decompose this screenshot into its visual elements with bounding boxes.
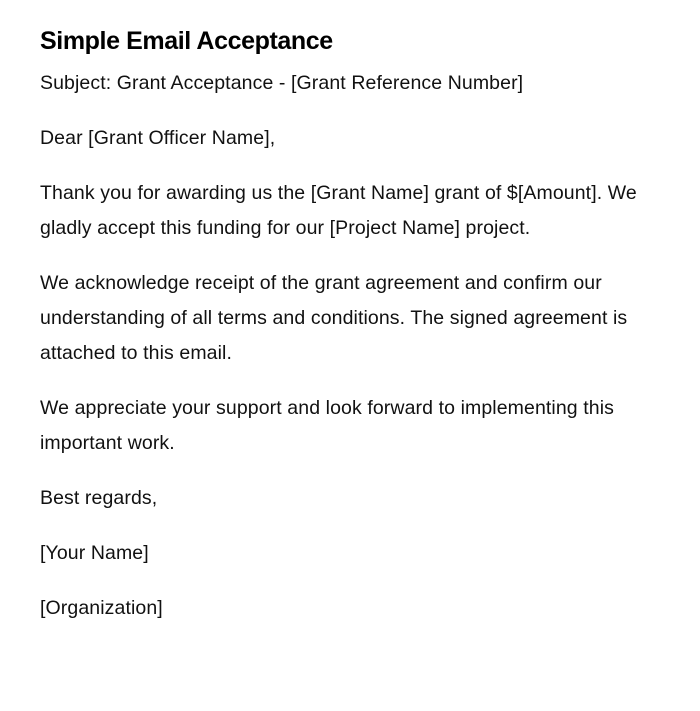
body-paragraph-acknowledgement: We acknowledge receipt of the grant agreement and confirm our understanding of all terms and conditions. The signed agreement is attached to this email. xyxy=(40,272,628,364)
body-paragraph-thanks: Thank you for awarding us the [Grant Name] grant of $[Amount]. We gladly accept this funding for our [Project Name] project. xyxy=(40,182,637,239)
subject-line: Subject: Grant Acceptance - [Grant Reference Number] xyxy=(40,72,524,94)
closing: Best regards, xyxy=(40,487,158,509)
body-paragraph-appreciation: We appreciate your support and look forward to implementing this important work. xyxy=(40,397,615,454)
signature-name: [Your Name] xyxy=(40,542,149,564)
salutation: Dear [Grant Officer Name], xyxy=(40,127,276,149)
document-title: Simple Email Acceptance xyxy=(40,27,333,55)
signature-organization: [Organization] xyxy=(40,597,163,619)
